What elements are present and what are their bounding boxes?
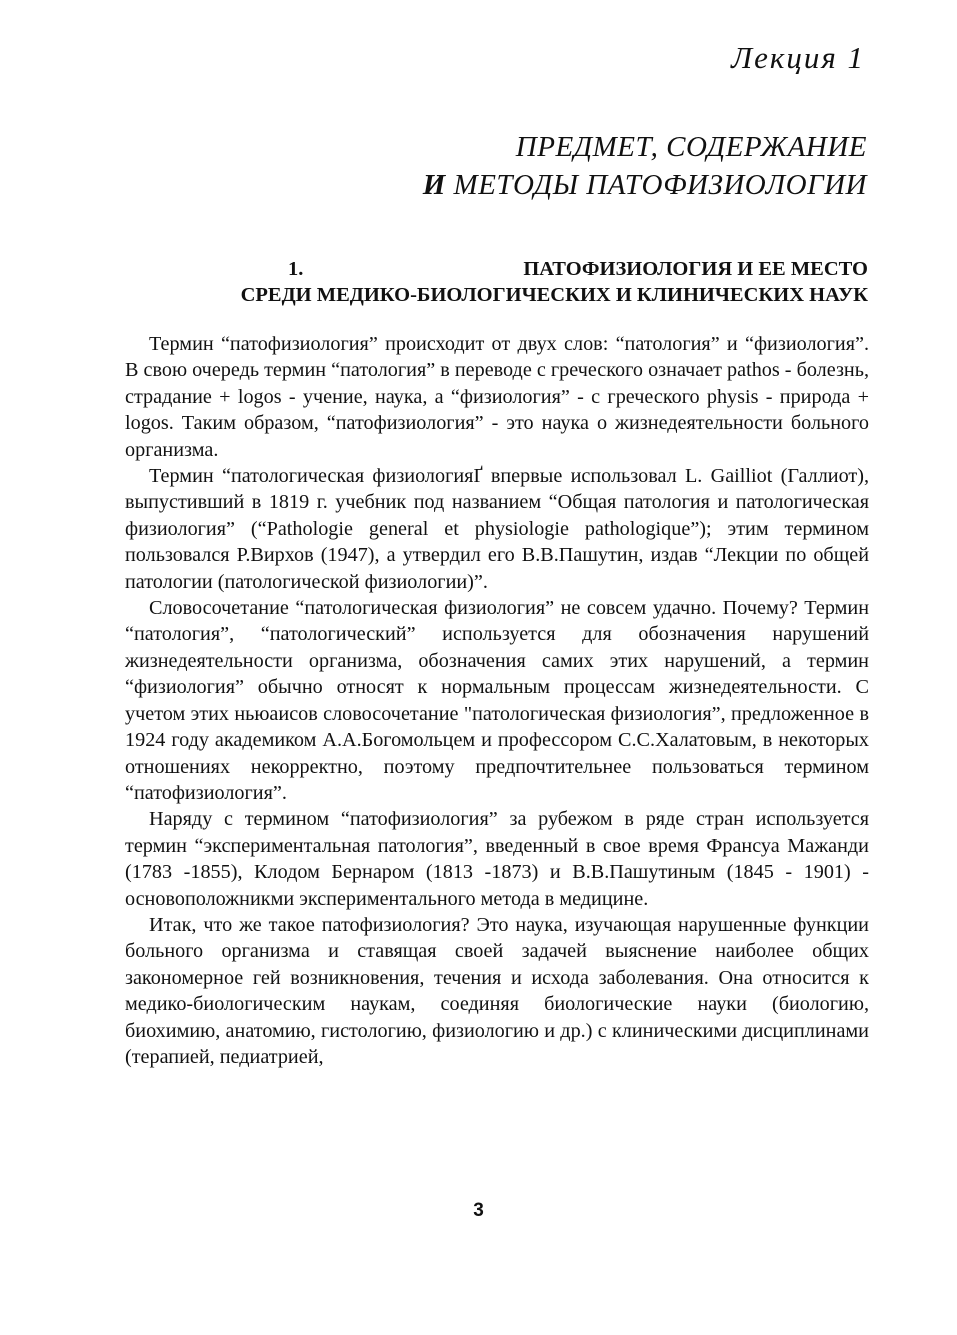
section-number: 1. <box>288 258 304 280</box>
paragraph: Наряду с термином “патофизиология” за рубежом в ряде стран используется термин “экспериментальная патология”, введенный в свое время Франсуа Мажанди (1783 -1855), Клодом Бернаром (1813 -1873) и В.В.Пашутиным (1845 - 1901) - основоположникми экспериментального метода в медицине. <box>125 808 869 910</box>
section-heading <box>128 256 868 308</box>
chapter-title-line-2-rest: МЕТОДЫ ПАТОФИЗИОЛОГИИ <box>445 169 867 201</box>
chapter-title <box>423 128 867 204</box>
chapter-title-bold-word: И <box>422 169 446 201</box>
page-number: 3 <box>473 1200 484 1221</box>
paragraph: Словосочетание “патологическая физиология” не совсем удачно. Почему? Термин “патология”, “патологический” используется для обозначения нарушений жизнедеятельности организма, обозначения самих этих нарушений, а термин “физиология” обычно относят к нормальным процессам жизнедеятельности. С учетом этих ньюаисов словосочетание "патологическая физиология”, предложенное в 1924 году академиком А.А.Богомольцем и профессором С.С.Халатовым, в некоторых отношениях некорректно, поэтому предпочтительнее пользоваться термином “патофизиология”. <box>125 597 869 804</box>
section-title-line-1: ПАТОФИЗИОЛОГИЯ И ЕЕ МЕСТО <box>523 258 868 280</box>
body-text <box>125 331 869 1070</box>
chapter-title-line-1: ПРЕДМЕТ, СОДЕРЖАНИЕ <box>515 131 867 163</box>
section-heading-row-1 <box>128 256 868 282</box>
paragraph: Термин “патологическая физиологияҐ впервые использовал L. Gailliot (Галлиот), выпустивший в 1819 г. учебник под названием “Общая патология и патологическая физиология” (“Pathologie general et physiologie pathologique”); этим термином пользовался Р.Вирхов (1947), а утвердил его В.В.Пашутин, издав “Лекции по общей патологии (патологической физиологии)”. <box>125 465 869 593</box>
paragraph: Термин “патофизиология” происходит от двух слов: “патология” и “физиология”. В свою очередь термин “патология” в переводе с греческого означает pathos - болезнь, страдание + logos - учение, наука, а “физиология” - с греческого physis - природа + logos. Таким образом, “патофизиология” - это наука о жизнедеятельности больного организма. <box>125 333 869 461</box>
chapter-title-line-2 <box>423 166 867 204</box>
paragraph: Итак, что же такое патофизиология? Это наука, изучающая нарушенные функции больного организма и ставящая своей задачей выяснение наиболее общих закономерное гей возникновения, течения и исхода заболевания. Она относится к медико-биологическим наукам, соединяя биологические науки (биологию, биохимию, анатомию, гистологию, физиологию и др.) с клиническими дисциплинами (терапией, педиатрией, <box>125 913 869 1068</box>
lecture-label: Лекция 1 <box>731 40 865 75</box>
section-title-line-2: СРЕДИ МЕДИКО-БИОЛОГИЧЕСКИХ И КЛИНИЧЕСКИХ НАУК <box>240 284 868 306</box>
